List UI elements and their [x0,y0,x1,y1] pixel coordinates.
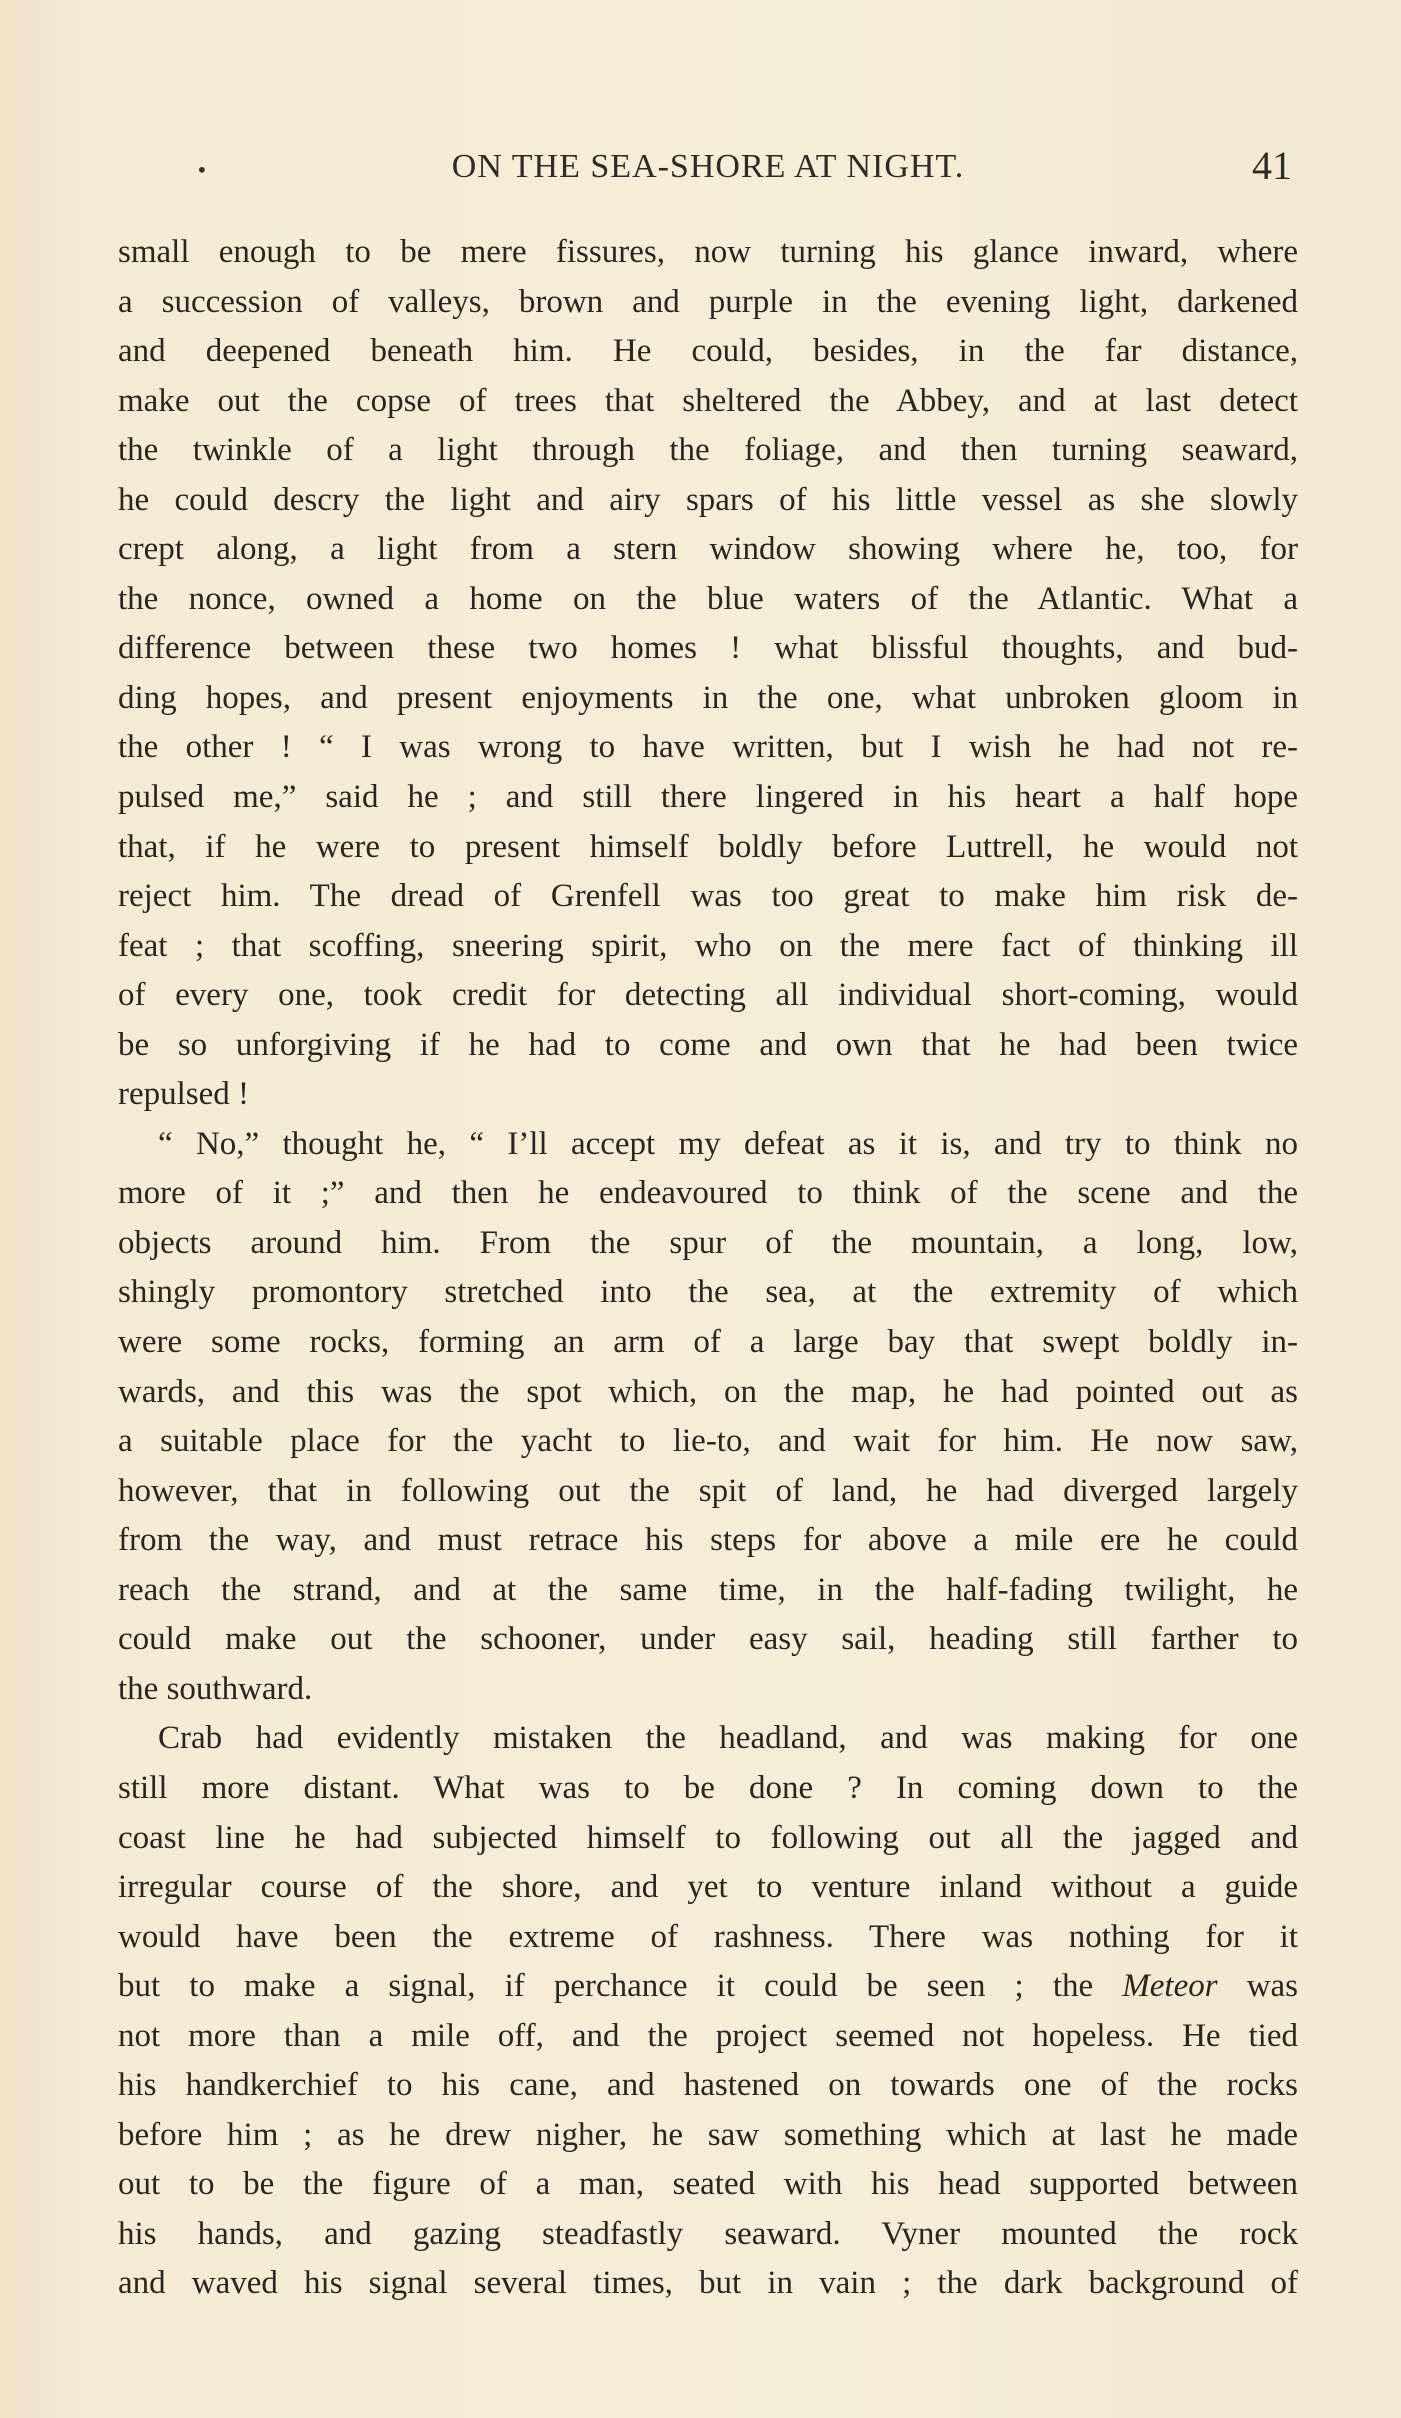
text-line-with-italic [118,1962,1298,2012]
text-line: the southward. [118,1670,313,1707]
text-line: out to be the figure of a man, seated with his head supported between [118,2166,1298,2203]
text-line: make out the copse of trees that sheltered the Abbey, and at last detect [118,382,1298,419]
text-line: a succession of valleys, brown and purple in the evening light, darkened [118,283,1298,320]
page-number: 41 [1252,143,1292,188]
text-line-segment: was [1246,1968,1299,2005]
text-line: pulsed me,” said he ; and still there lingered in his heart a half hope [118,779,1298,816]
text-line: he could descry the light and airy spars of his little vessel as she slowly [118,481,1298,518]
text-line: Crab had evidently mistaken the headland, and was making for one [158,1720,1298,1757]
text-line-segment: but to make a signal, if perchance it could be seen ; the [118,1968,1094,2005]
text-line: a suitable place for the yacht to lie-to, and wait for him. He now saw, [118,1423,1298,1460]
text-line: irregular course of the shore, and yet to venture inland without a guide [118,1869,1298,1906]
text-line: that, if he were to present himself boldly before Luttrell, he would not [118,828,1298,865]
text-line: however, that in following out the spit of land, he had diverged largely [118,1472,1298,1509]
running-title: ON THE SEA-SHORE AT NIGHT. [451,148,965,185]
text-line: still more distant. What was to be done ? In coming down to the [118,1769,1298,1806]
text-line: more of it ;” and then he endeavoured to think of the scene and the [118,1175,1298,1212]
text-line: would have been the extreme of rashness. There was nothing for it [118,1918,1298,1955]
text-line: reach the strand, and at the same time, in the half-fading twilight, he [118,1571,1298,1608]
text-line: could make out the schooner, under easy sail, heading still farther to [118,1621,1298,1658]
text-line: repulsed ! [118,1076,250,1113]
text-line: from the way, and must retrace his steps for above a mile ere he could [118,1522,1298,1559]
text-line: small enough to be mere fissures, now turning his glance inward, where [118,234,1298,270]
text-line: difference between these two homes ! what blissful thoughts, and bud- [118,630,1298,667]
text-line: crept along, a light from a stern window showing where he, too, for [118,531,1298,568]
text-line: and waved his signal several times, but in vain ; the dark background of [118,2265,1298,2302]
text-line: objects around him. From the spur of the mountain, a long, low, [118,1224,1298,1261]
text-line: before him ; as he drew nigher, he saw something which at last he made [118,2116,1298,2153]
text-line: feat ; that scoffing, sneering spirit, who on the mere fact of thinking ill [118,927,1298,964]
text-line: his handkerchief to his cane, and hastened on towards one of the rocks [118,2067,1298,2104]
text-line: coast line he had subjected himself to following out all the jagged and [118,1819,1298,1856]
text-line: the twinkle of a light through the foliage, and then turning seaward, [118,432,1298,469]
page-header [118,143,1298,198]
text-line: not more than a mile off, and the project seemed not hopeless. He tied [118,2017,1298,2054]
text-line: reject him. The dread of Grenfell was too great to make him risk de- [118,878,1298,915]
body-text [118,228,1298,2309]
text-line: were some rocks, forming an arm of a large bay that swept boldly in- [118,1324,1298,1361]
text-line: and deepened beneath him. He could, besides, in the far distance, [118,333,1298,370]
text-line: of every one, took credit for detecting all individual short-coming, would [118,977,1298,1014]
text-line: “ No,” thought he, “ I’ll accept my defeat as it is, and try to think no [158,1125,1298,1162]
ship-name-italic: Meteor [1122,1968,1218,2005]
text-line: ding hopes, and present enjoyments in the one, what unbroken gloom in [118,679,1298,716]
text-line: the other ! “ I was wrong to have written, but I wish he had not re- [118,729,1298,766]
text-line: the nonce, owned a home on the blue waters of the Atlantic. What a [118,580,1298,617]
text-line: shingly promontory stretched into the sea, at the extremity of which [118,1274,1298,1311]
text-line: wards, and this was the spot which, on the map, he had pointed out as [118,1373,1298,1410]
text-line: his hands, and gazing steadfastly seaward. Vyner mounted the rock [118,2215,1298,2252]
text-line: be so unforgiving if he had to come and own that he had been twice [118,1026,1298,1063]
header-mark: • [196,158,208,182]
